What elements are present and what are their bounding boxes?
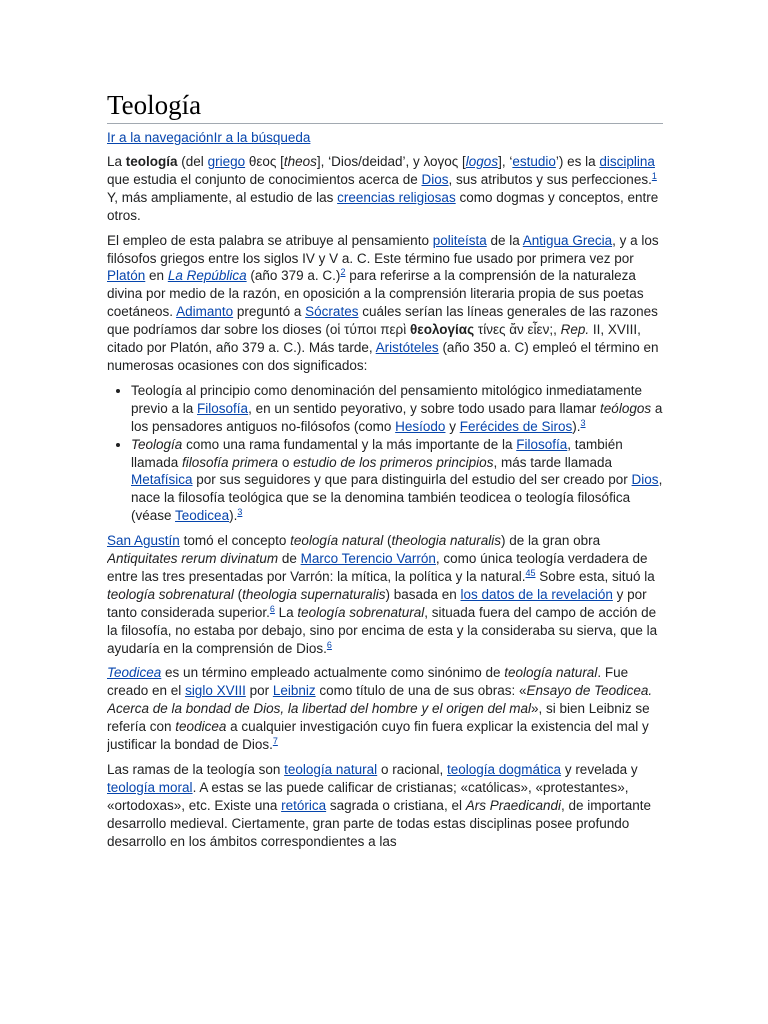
text-italic: theos	[283, 154, 317, 169]
text: , de importante desarrollo medieval. Ciertamente, gran parte de todas estas disciplinas posee profundo desarrollo en los ámbitos correspondientes a las	[107, 797, 652, 849]
link-datos-de-la-revelacion[interactable]: los datos de la revelación	[460, 586, 613, 602]
text-italic: filosofía primera	[182, 454, 279, 470]
link-metafisica[interactable]: Metafísica	[131, 472, 193, 488]
text-italic: teología sobrenatural	[107, 586, 234, 602]
footnote-ref[interactable]: 3	[237, 507, 243, 518]
text: o racional,	[377, 762, 447, 777]
text: , situada fuera del campo de acción de la filosofía, no estaba por debajo, sino por encima de esta y la consideraba su sierva, que la ayudaría en la comprensión de Dios.	[107, 604, 658, 656]
text: de	[278, 551, 301, 567]
link-antigua-grecia[interactable]: Antigua Grecia	[522, 232, 613, 248]
text: ], ‘Dios/deidad’, y λογος [	[316, 154, 466, 169]
footnote-ref[interactable]: 6	[269, 603, 275, 614]
text: θεος [	[245, 154, 284, 169]
text-italic: Antiquitates rerum divinatum	[107, 551, 279, 567]
text: cuáles serían las líneas generales de las razones que podríamos dar sobre los dioses (οἱ τύποι περὶ	[107, 304, 658, 338]
text: (	[383, 533, 392, 549]
link-siglo-xviii[interactable]: siglo XVIII	[185, 683, 246, 699]
list-item	[131, 382, 663, 436]
text: , más tarde llamada	[493, 454, 613, 470]
text: en	[145, 268, 168, 284]
text: a cualquier investigación cuyo fin fuera explicar la existencia del mal y justificar la bondad de Dios.	[107, 719, 649, 753]
text-italic: Rep.	[560, 322, 590, 338]
link-adimanto[interactable]: Adimanto	[176, 304, 234, 320]
text: (del	[177, 154, 208, 169]
text: Las ramas de la teología son	[107, 762, 285, 777]
link-griego[interactable]: griego	[207, 154, 246, 169]
text: ], ‘	[498, 154, 513, 169]
text: Sobre esta, situó la	[535, 568, 655, 584]
link-filosofia[interactable]: Filosofía	[197, 400, 249, 416]
link-teologia-dogmatica[interactable]: teología dogmática	[446, 762, 562, 777]
link-logos[interactable]: logos	[465, 154, 499, 169]
text: », si bien Leibniz se refería con	[107, 701, 650, 735]
article	[107, 88, 663, 993]
text: , y a los filósofos griegos entre los siglos IV y V a. C. Este término fue usado por primera vez por	[107, 232, 659, 266]
link-socrates[interactable]: Sócrates	[305, 304, 359, 320]
text: , nace la filosofía teológica que se la denomina también teodicea o teología filosófica (véase	[131, 472, 663, 524]
term-bold: θεολογίας	[410, 322, 475, 338]
text: como dogmas y conceptos, entre otros.	[107, 189, 659, 223]
text-italic: theologia supernaturalis	[242, 586, 386, 602]
footnote-ref[interactable]: 2	[340, 267, 346, 278]
text: o	[278, 454, 294, 470]
meanings-list	[107, 382, 663, 525]
footnote-ref[interactable]: 45	[525, 567, 536, 578]
list-item	[131, 436, 663, 526]
text-italic: teología natural	[290, 533, 384, 549]
page-title: Teología	[107, 88, 663, 124]
link-leibniz[interactable]: Leibniz	[272, 683, 316, 699]
text: de la	[486, 232, 523, 248]
text: tomó el concepto	[179, 533, 291, 549]
text: por	[245, 683, 273, 699]
text: Y, más ampliamente, al estudio de las	[107, 189, 338, 205]
link-teologia-natural[interactable]: teología natural	[284, 762, 378, 777]
link-filosofia[interactable]: Filosofía	[516, 436, 568, 452]
link-dios[interactable]: Dios	[631, 472, 659, 488]
text: y	[445, 418, 460, 434]
link-teologia-moral[interactable]: teología moral	[107, 779, 193, 795]
text: . A estas se las puede calificar de cristianas; «católicas», «protestantes», «ortodoxas», etc. Existe una	[107, 779, 629, 813]
text: , también llamada	[131, 436, 623, 470]
paragraph-origin	[107, 232, 663, 375]
article-body	[107, 153, 663, 993]
text: es un término empleado actualmente como sinónimo de	[161, 665, 505, 681]
jump-to-search-link[interactable]: Ir a la búsqueda	[213, 130, 311, 145]
jump-links	[107, 129, 663, 147]
text: que estudia el conjunto de conocimientos acerca de	[107, 171, 422, 187]
jump-to-navigation-link[interactable]: Ir a la navegación	[107, 130, 214, 145]
text-italic: estudio de los primeros principios	[293, 454, 494, 470]
link-aristoteles[interactable]: Aristóteles	[375, 340, 439, 356]
link-teodicea[interactable]: Teodicea	[175, 508, 230, 524]
text: La	[274, 604, 298, 620]
text: La	[107, 154, 126, 169]
paragraph-intro	[107, 153, 663, 225]
link-dios[interactable]: Dios	[421, 171, 449, 187]
link-creencias-religiosas[interactable]: creencias religiosas	[337, 189, 456, 205]
footnote-ref[interactable]: 7	[272, 736, 278, 747]
text: , sus atributos y sus perfecciones.	[448, 171, 652, 187]
text: (	[233, 586, 243, 602]
text: El empleo de esta palabra se atribuye al pensamiento	[107, 232, 433, 248]
text: preguntó a	[233, 304, 306, 320]
link-platon[interactable]: Platón	[107, 268, 146, 284]
paragraph-ramas	[107, 761, 663, 851]
paragraph-teodicea	[107, 664, 663, 754]
text-italic: teología natural	[504, 665, 598, 681]
text-italic: teología sobrenatural	[297, 604, 425, 620]
link-ferecides-de-siros[interactable]: Ferécides de Siros	[459, 418, 573, 434]
text-italic: Ensayo de Teodicea. Acerca de la bondad de Dios, la libertad del hombre y el origen del mal	[107, 683, 653, 717]
text: sagrada o cristiana, el	[326, 797, 466, 813]
text: Teología al principio como denominación del pensamiento mitológico inmediatamente previo a la	[131, 382, 643, 416]
text: como título de una de sus obras: «	[315, 683, 527, 699]
text: ) de la gran obra	[501, 533, 601, 549]
text: ) basada en	[385, 586, 461, 602]
text-italic: teólogos	[600, 400, 652, 416]
text: y revelada y	[561, 762, 638, 777]
paragraph-san-agustin	[107, 532, 663, 657]
text: (año 379 a. C.)	[246, 268, 341, 284]
text: , en un sentido peyorativo, y sobre todo usado para llamar	[248, 400, 601, 416]
link-teodicea[interactable]: Teodicea	[107, 665, 162, 681]
link-disciplina[interactable]: disciplina	[599, 154, 655, 169]
text: como una rama fundamental y la más importante de la	[182, 436, 517, 452]
text: ).	[572, 418, 581, 434]
text: para referirse a la comprensión de la naturaleza divina por medio de la razón, en oposición a la comprensión literaria propia de sus poetas coetáneos.	[107, 268, 644, 320]
text: a los pensadores antiguos no-filósofos (como	[131, 400, 663, 434]
text: τίνες ἄν εἶεν;,	[474, 322, 561, 338]
link-retorica[interactable]: retórica	[281, 797, 327, 813]
link-marco-terencio-varron[interactable]: Marco Terencio Varrón	[300, 551, 436, 567]
text: , como única teología verdadera de entre las tres presentadas por Varrón: la mítica, la política y la natural.	[107, 551, 648, 584]
text: (año 350 a. C) empleó el término en numerosas ocasiones con dos significados:	[107, 340, 659, 373]
text: ).	[229, 508, 238, 524]
link-politeista[interactable]: politeísta	[432, 232, 487, 248]
footnote-ref[interactable]: 1	[651, 170, 657, 181]
text-italic: teodicea	[175, 719, 227, 735]
footnote-ref[interactable]: 3	[580, 417, 586, 428]
text: y por tanto considerada superior.	[107, 586, 647, 620]
text-italic: Ars Praedicandi	[465, 797, 562, 813]
text: II, XVIII, citado por Platón, año 379 a. C.). Más tarde,	[107, 322, 641, 356]
link-san-agustin[interactable]: San Agustín	[107, 533, 180, 549]
footnote-ref[interactable]: 6	[326, 639, 332, 650]
text: ’) es la	[555, 154, 600, 169]
text-italic: theologia naturalis	[391, 533, 502, 549]
text: por sus seguidores y que para distinguirla del estudio del ser creado por	[192, 472, 632, 488]
link-la-republica[interactable]: La República	[167, 268, 247, 284]
text-italic: Teología	[131, 436, 183, 452]
link-estudio[interactable]: estudio	[512, 154, 556, 169]
term-bold: teología	[125, 154, 178, 169]
link-hesiodo[interactable]: Hesíodo	[395, 418, 446, 434]
text: . Fue creado en el	[107, 665, 629, 699]
